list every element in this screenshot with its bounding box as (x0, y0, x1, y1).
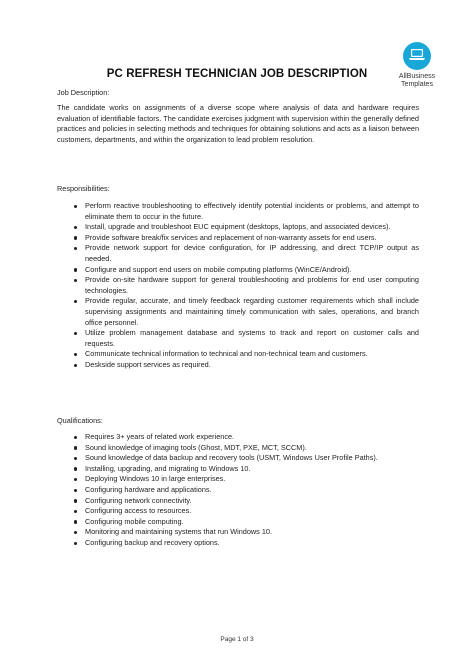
qualifications-list (57, 432, 419, 549)
list-item (57, 275, 419, 296)
bullet-icon (74, 226, 77, 229)
list-item (57, 506, 419, 517)
bullet-icon (74, 247, 77, 250)
qualifications-heading: Qualifications: (57, 416, 103, 425)
laptop-icon (403, 42, 431, 70)
bullet-icon (74, 268, 77, 271)
list-item-text: Configuring mobile computing. (85, 516, 184, 526)
list-item-text: Provide software break/fix services and replacement of non-warranty assets for end users. (85, 232, 377, 242)
bullet-icon (74, 205, 77, 208)
document-title: PC REFRESH TECHNICIAN JOB DESCRIPTION (106, 68, 368, 80)
bullet-icon (74, 542, 77, 545)
list-item-text: Utilize problem management database and systems to track and report on customer calls and requests. (85, 328, 419, 348)
list-item-text: Provide on-site hardware support for general troubleshooting and problems for end user computing technologies. (85, 275, 419, 295)
list-item (57, 443, 419, 454)
list-item-text: Configure and support end users on mobile computing platforms (WinCE/Android). (85, 264, 352, 274)
list-item-text: Perform reactive troubleshooting to effectively identify potential incidents or problems, and attempt to eliminate them to occur in the future. (85, 201, 419, 221)
list-item (57, 474, 419, 485)
bullet-icon (74, 467, 77, 470)
allbusiness-templates-logo (394, 42, 440, 89)
list-item (57, 243, 419, 264)
bullet-icon (74, 364, 77, 367)
bullet-icon (74, 446, 77, 449)
page-number: Page 1 of 3 (220, 636, 254, 643)
list-item-text: Monitoring and maintaining systems that run Windows 10. (85, 527, 272, 537)
bullet-icon (74, 478, 77, 481)
list-item (57, 485, 419, 496)
list-item-text: Configuring access to resources. (85, 506, 192, 516)
list-item (57, 201, 419, 222)
list-item-text: Configuring backup and recovery options. (85, 537, 220, 547)
list-item (57, 233, 419, 244)
list-item (57, 296, 419, 328)
bullet-icon (74, 499, 77, 502)
bullet-icon (74, 236, 77, 239)
list-item-text: Requires 3+ years of related work experience. (85, 432, 235, 441)
logo-text-line1: AllBusiness (398, 73, 436, 80)
list-item-text: Deploying Windows 10 in large enterprises. (85, 474, 226, 484)
list-item-text: Communicate technical information to technical and non-technical team and customers. (85, 349, 368, 359)
list-item (57, 527, 419, 538)
bullet-icon (74, 520, 77, 523)
bullet-icon (74, 457, 77, 460)
bullet-icon (74, 332, 77, 335)
list-item-text: Provide regular, accurate, and timely feedback regarding customer requirements which shall include supervising assignments and maintaining timely communication with sales, operations, and branch office personnel. (85, 296, 419, 327)
bullet-icon (74, 279, 77, 282)
job-description-text: The candidate works on assignments of a diverse scope where analysis of data and hardware requires evaluation of identifiable factors. The candidate exercises judgment with supervision within the generally defined practices and policies in selecting methods and techniques for obtaining solutions and acts as a liaison between customers, departments, and within the organization to lead problem resolution. (57, 103, 419, 144)
bullet-icon (74, 510, 77, 513)
responsibilities-list (57, 201, 419, 371)
list-item (57, 453, 419, 464)
list-item (57, 496, 419, 507)
bullet-icon (74, 353, 77, 356)
list-item (57, 265, 419, 276)
list-item-text: Install, upgrade and troubleshoot EUC equipment (desktops, laptops, and associated devices). (85, 222, 391, 232)
bullet-icon (74, 489, 77, 492)
list-item (57, 432, 419, 443)
list-item (57, 360, 419, 371)
list-item (57, 538, 419, 549)
list-item-text: Configuring network connectivity. (85, 495, 192, 505)
bullet-icon (74, 300, 77, 303)
list-item-text: Provide network support for device configuration, for IP addressing, and direct TCP/IP output as needed. (85, 243, 419, 263)
job-description-heading: Job Description: (57, 88, 110, 97)
list-item-text: Sound knowledge of data backup and recovery tools (USMT, Windows User Profile Paths). (85, 453, 378, 463)
responsibilities-heading: Responsibilities: (57, 184, 110, 193)
list-item (57, 328, 419, 349)
list-item-text: Configuring hardware and applications. (85, 484, 212, 494)
list-item (57, 222, 419, 233)
list-item (57, 349, 419, 360)
logo-text-line2: Templates (401, 81, 433, 88)
bullet-icon (74, 436, 77, 439)
list-item-text: Deskside support services as required. (85, 359, 211, 369)
list-item (57, 464, 419, 475)
list-item (57, 517, 419, 528)
list-item-text: Installing, upgrading, and migrating to Windows 10. (85, 463, 251, 473)
bullet-icon (74, 531, 77, 534)
list-item-text: Sound knowledge of imaging tools (Ghost, MDT, PXE, MCT, SCCM). (85, 442, 307, 452)
